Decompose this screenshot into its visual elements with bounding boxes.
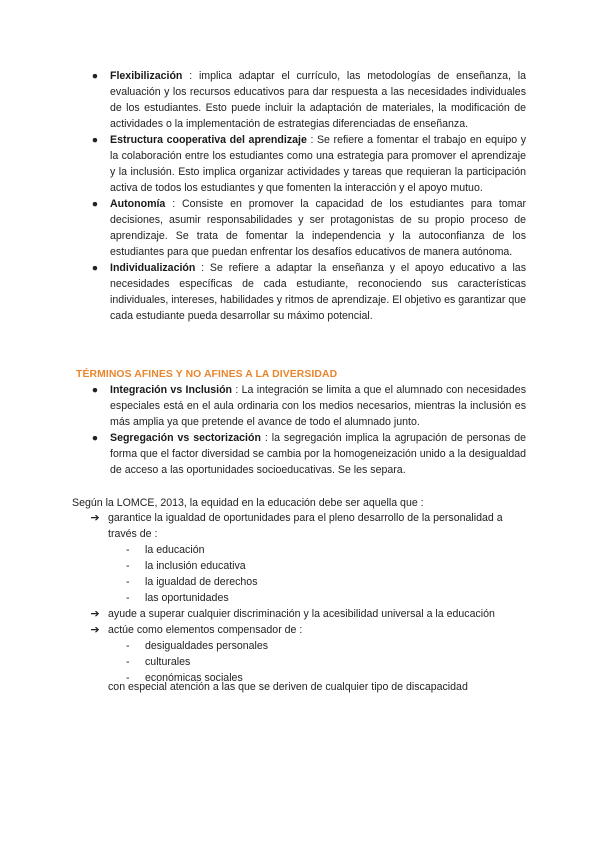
dash-icon: -	[126, 640, 130, 652]
lomce-intro: Según la LOMCE, 2013, la equidad en la educación debe ser aquella que :	[72, 497, 424, 509]
equity-list	[90, 510, 530, 686]
list-item	[91, 430, 526, 478]
bullet-icon: ●	[91, 198, 99, 210]
bullet-icon: ●	[91, 70, 99, 82]
list-item	[91, 382, 526, 430]
term-label: Estructura cooperativa del aprendizaje	[110, 134, 307, 146]
sub-item-text: la educación	[145, 544, 205, 556]
list-item	[91, 196, 526, 260]
item-text: garantice la igualdad de oportunidades para el pleno desarrollo de la personalidad a través de :	[108, 512, 503, 540]
term-description: : Se refiere a fomentar el trabajo en equipo y la colaboración entre los estudiantes como una estrategia para promover el aprendizaje y la inclusión. Esto implica organizar actividades y tareas que requieran la participación activa de todos los estudiantes y que fomenten la interacción y el apoyo mutuo.	[110, 134, 526, 194]
list-item	[91, 260, 526, 324]
dash-icon: -	[126, 576, 130, 588]
term-description: : Se refiere a adaptar la enseñanza y el apoyo educativo a las necesidades específicas de cada estudiante, reconociendo sus características individuales, intereses, habilidades y ritmos de aprendizaje. El objetivo es garantizar que cada estudiante pueda desarrollar su máximo potencial.	[110, 262, 526, 322]
term-label: Autonomía	[110, 198, 166, 210]
arrow-right-icon: ➔	[90, 624, 100, 636]
sub-item-text: económicas sociales	[145, 672, 243, 684]
sub-list	[108, 542, 530, 606]
dash-icon: -	[126, 672, 130, 684]
dash-icon: -	[126, 656, 130, 668]
list-item	[90, 622, 530, 686]
arrow-right-icon: ➔	[90, 608, 100, 620]
item-text: ayude a superar cualquier discriminación y la acesibilidad universal a la educación	[108, 608, 495, 620]
sub-item-text: las oportunidades	[145, 592, 229, 604]
term-label: Individualización	[110, 262, 196, 274]
sub-list-item	[108, 558, 530, 574]
sub-list-item	[108, 590, 530, 606]
closing-note: con especial atención a las que se deriven de cualquier tipo de discapacidad	[108, 681, 468, 693]
arrow-right-icon: ➔	[90, 512, 100, 524]
list-item	[91, 68, 526, 132]
bullet-icon: ●	[91, 262, 99, 274]
principles-list	[91, 68, 526, 324]
bullet-icon: ●	[91, 134, 99, 146]
list-item	[90, 510, 530, 606]
sub-list-item	[108, 574, 530, 590]
term-description: : implica adaptar el currículo, las metodologías de enseñanza, la evaluación y los recursos educativos para dar respuesta a las necesidades individuales de los estudiantes. Esto puede incluir la adaptación de materiales, la modificación de actividades o la implementación de estrategias diferenciadas de enseñanza.	[110, 70, 526, 130]
term-label: Segregación vs sectorización	[110, 432, 261, 444]
bullet-icon: ●	[91, 384, 99, 396]
sub-item-text: desigualdades personales	[145, 640, 269, 652]
list-item	[90, 606, 530, 622]
term-description: : La integración se limita a que el alumnado con necesidades especiales está en el aula ordinaria con los medios necesarios, mientras la inclusión es más amplia ya que pretende el avance de todo el alumnado junto.	[110, 384, 526, 428]
dash-icon: -	[126, 592, 130, 604]
section-heading: TÉRMINOS AFINES Y NO AFINES A LA DIVERSIDAD	[76, 369, 338, 380]
term-description: : la segregación implica la agrupación de personas de forma que el factor diversidad se cambia por la homogeneización unido a la desigualdad de acceso a las oportunidades socioeducativas. Se les separa.	[110, 432, 526, 476]
sub-item-text: la igualdad de derechos	[145, 576, 258, 588]
sub-list-item	[108, 654, 530, 670]
dash-icon: -	[126, 560, 130, 572]
bullet-icon: ●	[91, 432, 99, 444]
sub-list-item	[108, 542, 530, 558]
item-text: actúe como elementos compensador de :	[108, 624, 303, 636]
terms-list	[91, 382, 526, 478]
term-description: : Consiste en promover la capacidad de los estudiantes para tomar decisiones, asumir responsabilidades y ser protagonistas de su propio proceso de aprendizaje. Se trata de fomentar la independencia y la autoconfianza de los estudiantes para que puedan enfrentar los desafíos educativos de manera autónoma.	[110, 198, 526, 258]
sub-item-text: culturales	[145, 656, 191, 668]
sub-item-text: la inclusión educativa	[145, 560, 246, 572]
sub-list-item	[108, 638, 530, 654]
term-label: Flexibilización	[110, 70, 183, 82]
term-label: Integración vs Inclusión	[110, 384, 233, 396]
list-item	[91, 132, 526, 196]
dash-icon: -	[126, 544, 130, 556]
